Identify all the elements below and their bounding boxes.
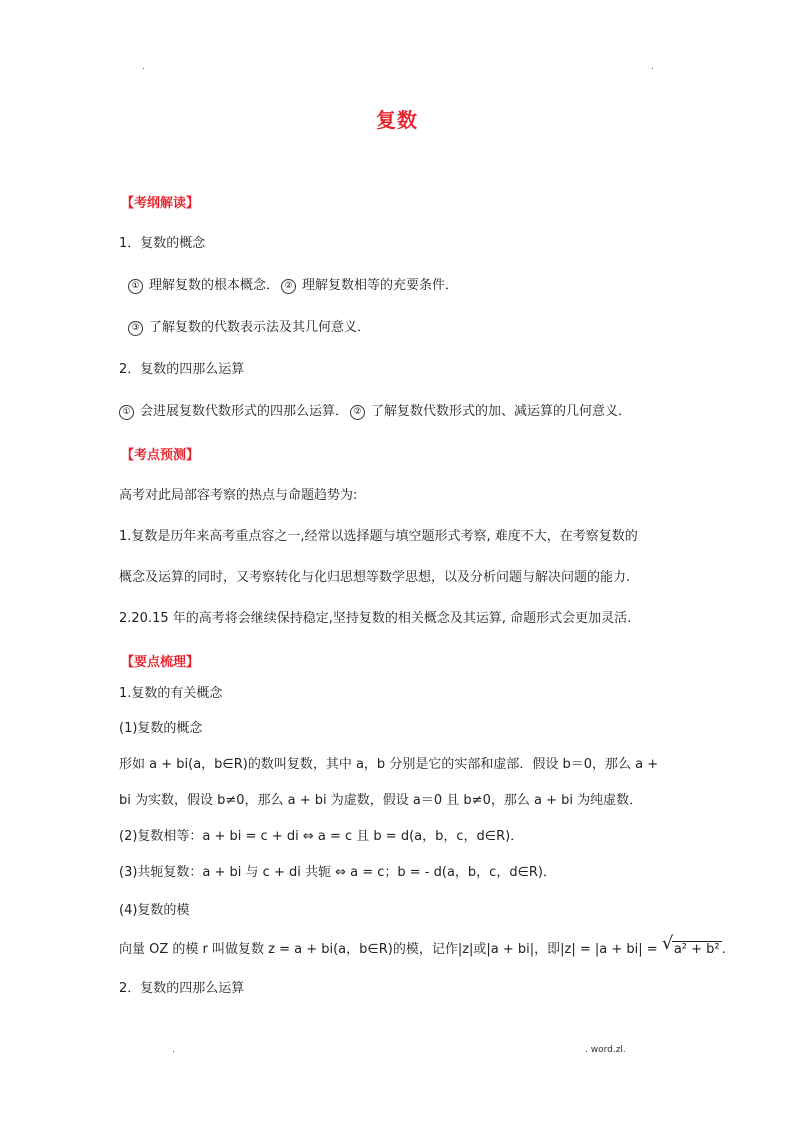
kaogang-item-1a: 理解复数的根本概念． [149,278,280,293]
kaogang-item-2-ab [119,403,631,421]
shuli-sub-1-line-2: bi 为实数，假设 b≠0，那么 a + bi 为虚数，假设 a＝0 且 b≠0，那么 a + bi 为纯虚数． [119,793,643,808]
kaogang-item-1c: 了解复数的代数表示法及其几何意义． [149,320,371,335]
shuli-sub-1-line-1: 形如 a + bi(a，b∈R)的数叫复数，其中 a，b 分别是它的实部和虚部．假设 b＝0，那么 a + [119,757,659,772]
shuli-sub-4-line [119,933,726,959]
yuce-paragraph-1: 1.复数是历年来高考重点容之一,经常以选择题与填空题形式考察, 难度不大，在考察复数的 [119,529,638,544]
period: . [721,942,726,957]
shuli-heading-1: 1.复数的有关概念 [119,686,223,701]
modulus-definition: 向量 OZ 的模 r 叫做复数 z = a + bi(a，b∈R)的模，记作|z|或|a + bi|，即|z| = |a + bi| = [119,942,662,957]
circled-number-1: ① [119,405,134,420]
kaogang-item-1-c [128,319,370,337]
section-heading-yuce: 【考点预测】 [121,448,200,463]
circled-number-2: ② [281,279,296,294]
circled-number-2: ② [350,405,365,420]
section-heading-shuli: 【要点梳理】 [121,655,200,670]
kaogang-item-2a: 会进展复数代数形式的四那么运算． [140,404,349,419]
shuli-sub-4: (4)复数的模 [119,903,190,918]
section-heading-kaogang: 【考纲解读】 [121,196,200,211]
shuli-sub-2: (2)复数相等：a + bi = c + di ⇔ a = c 且 b = d(a，b，c，d∈R)． [119,829,524,844]
yuce-paragraph-2: 2.20.15 年的高考将会继续保持稳定,坚持复数的相关概念及其运算, 命题形式会更加灵活. [119,611,632,626]
shuli-heading-2: 2．复数的四那么运算 [119,981,245,996]
square-root [661,933,722,959]
kaogang-item-1-ab [128,277,458,295]
header-dot-left: . [142,62,145,72]
kaogang-item-1: 1．复数的概念 [119,236,206,251]
circled-number-3: ③ [128,321,143,336]
radical-sign-icon: √ [661,933,674,954]
kaogang-item-1b: 理解复数相等的充要条件． [302,278,459,293]
shuli-sub-3: (3)共轭复数：a + bi 与 c + di 共轭 ⇔ a = c；b = - d(a，b，c，d∈R)． [119,865,556,880]
page-title: 复数 [376,108,418,132]
circled-number-1: ① [128,279,143,294]
footer-left: . [172,1045,175,1055]
kaogang-item-2: 2．复数的四那么运算 [119,362,245,377]
footer-right: . word.zl. [585,1045,626,1055]
yuce-paragraph-1-cont: 概念及运算的同时，又考察转化与化归思想等数学思想，以及分析问题与解决问题的能力. [119,570,631,585]
header-dot-right: . [651,62,654,72]
radicand: a² + b² [673,942,720,957]
kaogang-item-2b: 了解复数代数形式的加、减运算的几何意义． [371,404,632,419]
yuce-intro: 高考对此局部容考察的热点与命题趋势为: [119,488,358,503]
shuli-sub-1: (1)复数的概念 [119,721,203,736]
